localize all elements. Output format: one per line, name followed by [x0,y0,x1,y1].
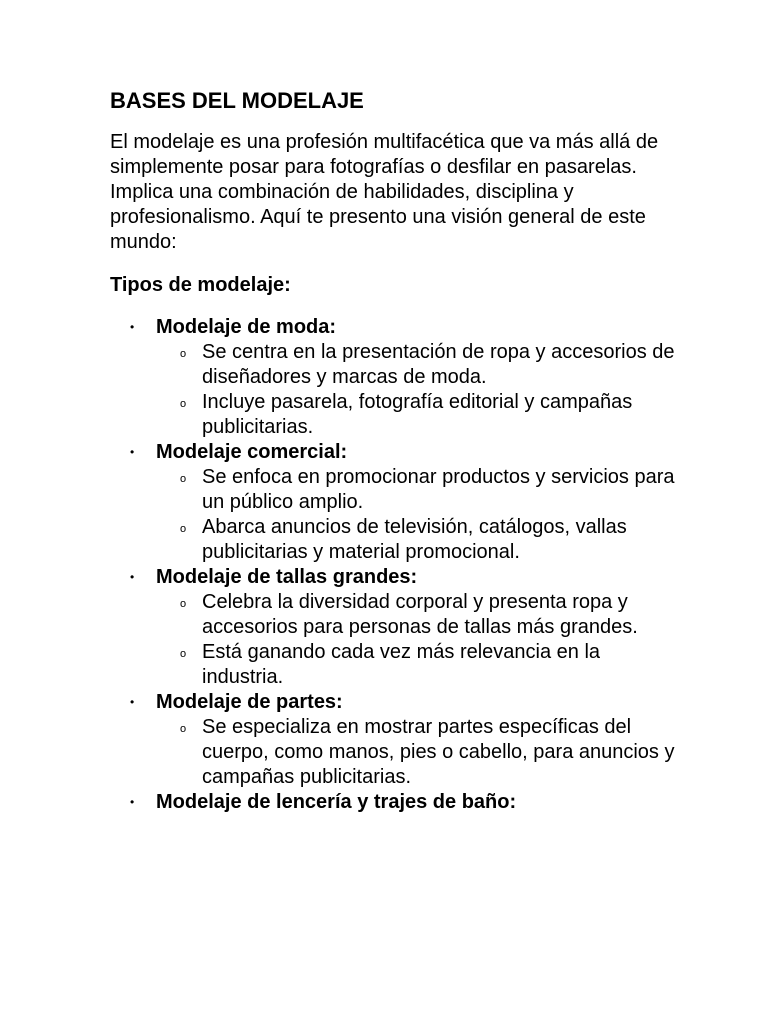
sub-list-item [156,465,680,515]
sub-list-item [156,590,680,640]
sub-list-item [156,715,680,790]
circle-bullet-icon: o [180,398,187,410]
document-title: BASES DEL MODELAJE [110,88,364,113]
sub-list-item [156,515,680,565]
list-item [110,440,680,565]
sub-list-item-text: Se especializa en mostrar partes específicas del cuerpo, como manos, pies o cabello, para anuncios y campañas publicitarias. [202,716,675,788]
list-item [110,315,680,440]
sub-list-item-text: Incluye pasarela, fotografía editorial y campañas publicitarias. [202,391,633,438]
sub-list [156,340,680,440]
list-item [110,690,680,790]
list-item [110,790,680,815]
bullet-icon: • [130,795,135,809]
sub-list-item [156,340,680,390]
bullet-icon: • [130,445,135,459]
sub-list-item-text: Se enfoca en promocionar productos y servicios para un público amplio. [202,466,675,513]
document-page [110,86,680,815]
intro-paragraph: El modelaje es una profesión multifacética que va más allá de simplemente posar para fotografías o desfilar en pasarelas. Implica una combinación de habilidades, disciplina y profesionalismo. Aquí te presento una visión general de este mundo: [110,131,659,253]
list-item-title: Modelaje de tallas grandes: [156,566,418,588]
sub-list-item-text: Celebra la diversidad corporal y presenta ropa y accesorios para personas de tallas más grandes. [202,591,638,638]
sub-list-item-text: Abarca anuncios de televisión, catálogos, vallas publicitarias y material promocional. [202,516,627,563]
circle-bullet-icon: o [180,473,187,485]
sub-list-item-text: Se centra en la presentación de ropa y accesorios de diseñadores y marcas de moda. [202,341,675,388]
modeling-types-list [110,315,680,815]
list-item-title: Modelaje comercial: [156,441,348,463]
circle-bullet-icon: o [180,648,187,660]
sub-list-item [156,390,680,440]
circle-bullet-icon: o [180,723,187,735]
sub-list-item [156,640,680,690]
section-heading: Tipos de modelaje: [110,274,291,296]
list-item [110,565,680,690]
sub-list [156,715,680,790]
circle-bullet-icon: o [180,348,187,360]
bullet-icon: • [130,695,135,709]
list-item-title: Modelaje de lencería y trajes de baño: [156,791,517,813]
bullet-icon: • [130,320,135,334]
list-item-title: Modelaje de moda: [156,316,337,338]
bullet-icon: • [130,570,135,584]
sub-list [156,590,680,690]
circle-bullet-icon: o [180,523,187,535]
circle-bullet-icon: o [180,598,187,610]
list-item-title: Modelaje de partes: [156,691,343,713]
sub-list [156,465,680,565]
sub-list-item-text: Está ganando cada vez más relevancia en la industria. [202,641,601,688]
